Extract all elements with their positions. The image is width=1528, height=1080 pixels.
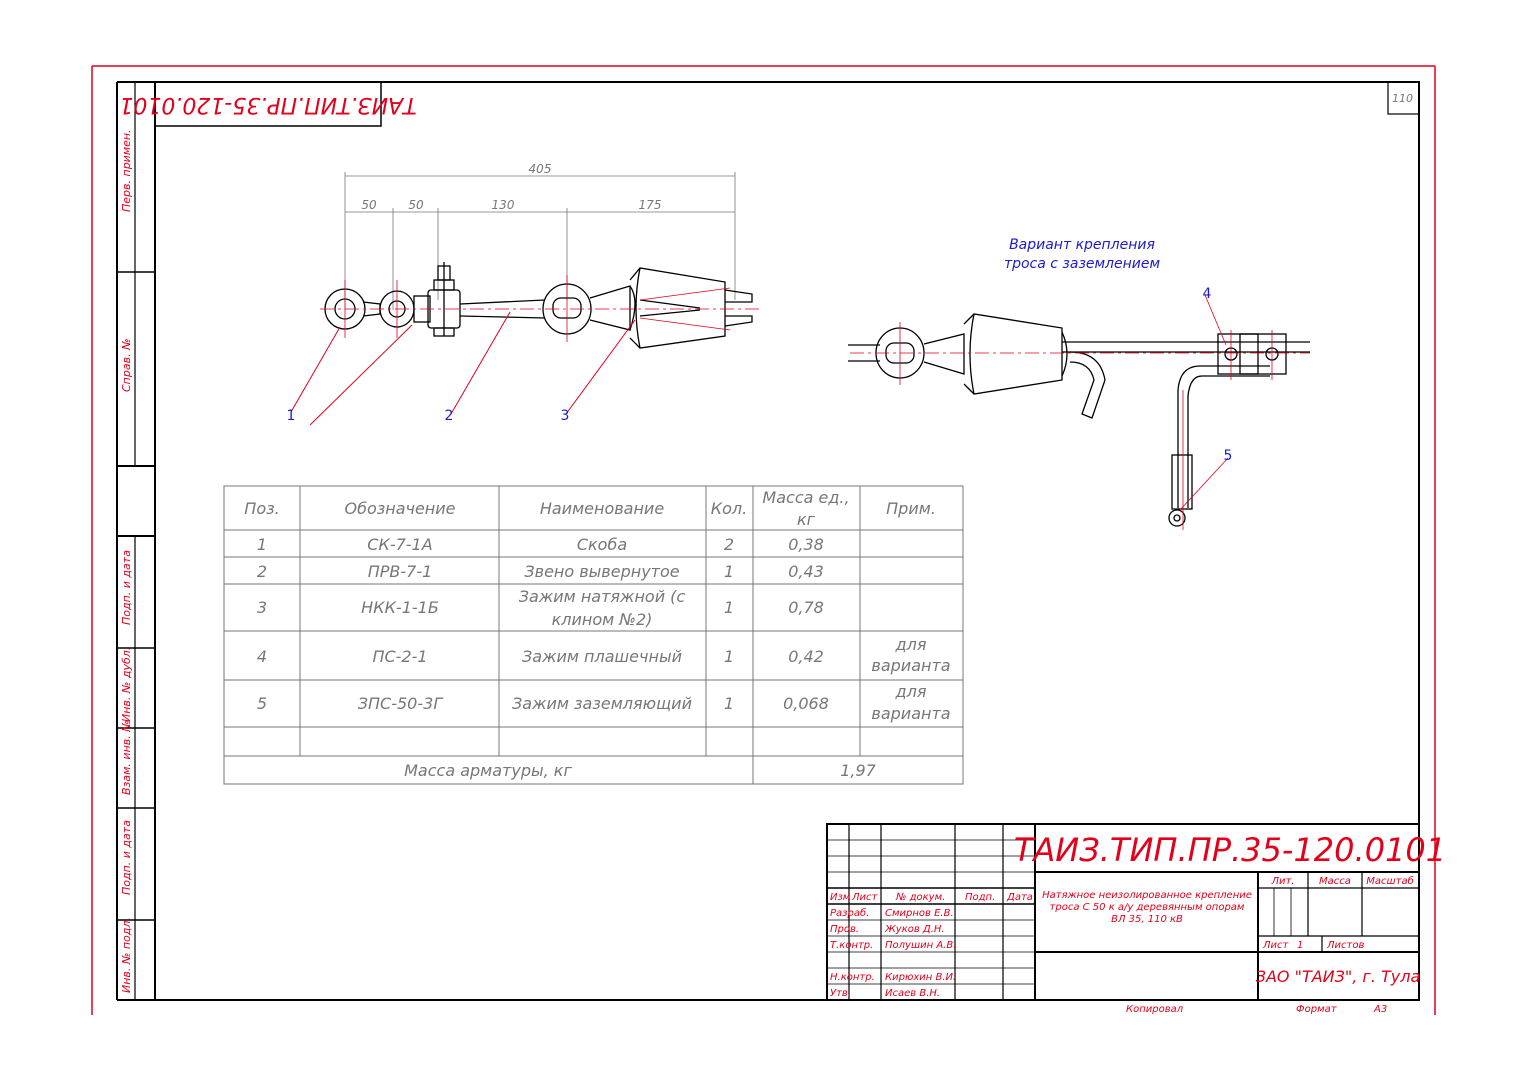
callout-5: 5 — [1223, 448, 1233, 464]
scale-label: Масштаб — [1366, 876, 1414, 887]
sheet-value: 1 — [1297, 940, 1304, 951]
name-tech-control: Полушин А.В. — [885, 940, 957, 951]
parts-table — [224, 486, 963, 784]
role-norm-control: Н.контр. — [830, 972, 875, 983]
rotated-code-box — [119, 82, 416, 126]
tension-clamp-part — [543, 268, 752, 348]
col-header-izm: Изм — [830, 892, 851, 903]
side-labels — [120, 129, 133, 993]
name-developer: Смирнов Е.В. — [885, 908, 954, 919]
role-checker: Пров. — [830, 924, 860, 935]
table-header-qty: Кол. — [710, 499, 748, 518]
name-approved: Исаев В.Н. — [885, 988, 941, 999]
copied-label: Копировал — [1126, 1004, 1184, 1015]
dim-50-a: 50 — [361, 198, 377, 212]
format-label: Формат — [1296, 1004, 1337, 1015]
table-row-5-note-2: варианта — [871, 704, 951, 723]
dim-130: 130 — [491, 198, 515, 212]
mass-label: Масса — [1319, 876, 1351, 887]
description-line-3: ВЛ 35, 110 кВ — [1111, 914, 1183, 925]
table-header-mass-2: кг — [796, 510, 816, 529]
table-header-designation: Обозначение — [344, 499, 456, 518]
table-row-5-designation: ЗПС-50-3Г — [357, 694, 443, 713]
table-row-1-designation: СК-7-1А — [367, 535, 433, 554]
title-code: ТАИЗ.ТИП.ПР.35-120.0101 — [1013, 831, 1447, 869]
table-total-value: 1,97 — [840, 761, 876, 780]
dimension-lines — [345, 172, 735, 310]
col-header-doc: № докум. — [896, 892, 946, 903]
callout-1: 1 — [286, 408, 296, 424]
table-row-1-qty: 2 — [723, 535, 735, 554]
table-row-2-pos: 2 — [256, 562, 268, 581]
link-part — [414, 262, 545, 336]
table-row-1-pos: 1 — [256, 535, 268, 554]
description-line-2: троса С 50 к а/у деревянным опорам — [1049, 902, 1245, 913]
table-row-5-pos: 5 — [256, 694, 268, 713]
side-label-inv-dubl: Инв. № дубл. — [120, 646, 133, 722]
role-tech-control: Т.контр. — [830, 940, 874, 951]
table-row-3-name-1: Зажим натяжной (с — [518, 587, 686, 606]
title-block — [827, 824, 1446, 1015]
table-row-1-mass: 0,38 — [788, 535, 824, 554]
name-checker: Жуков Д.Н. — [885, 924, 945, 935]
table-row-4-qty: 1 — [723, 647, 735, 666]
table-row-4-note-1: для — [895, 635, 927, 654]
table-row-4-designation: ПС-2-1 — [372, 647, 428, 666]
col-header-date: Дата — [1007, 892, 1033, 903]
lit-label: Лит. — [1271, 876, 1295, 887]
sheet-label: Лист — [1263, 940, 1289, 951]
side-label-inv-podl: Инв. № подл. — [120, 917, 133, 993]
rotated-code: ТАИЗ.ТИП.ПР.35-120.0101 — [119, 92, 417, 117]
table-row-5-name: Зажим заземляющий — [512, 694, 692, 713]
parts-table-grid — [224, 486, 963, 784]
format-value: А3 — [1374, 1004, 1388, 1015]
table-header-mass-1: Масса ед., — [762, 488, 850, 507]
callout-4: 4 — [1202, 286, 1212, 302]
table-row-5-mass: 0,068 — [783, 694, 829, 713]
dim-total: 405 — [528, 162, 552, 176]
table-row-5-qty: 1 — [723, 694, 735, 713]
variant-clamp — [848, 314, 1310, 526]
table-row-1-name: Скоба — [576, 535, 628, 554]
table-row-2-mass: 0,43 — [788, 562, 824, 581]
table-row-4-pos: 4 — [256, 647, 268, 666]
description-line-1: Натяжное неизолированное крепление — [1042, 890, 1252, 901]
col-header-list: Лист — [852, 892, 878, 903]
table-row-4-note-2: варианта — [871, 656, 951, 675]
table-row-4-name: Зажим плашечный — [522, 647, 682, 666]
table-row-2-designation: ПРВ-7-1 — [367, 562, 433, 581]
table-row-5-note-1: для — [895, 682, 927, 701]
side-label-perv-primen: Перв. примен. — [120, 129, 133, 212]
side-label-sprav: Справ. № — [120, 338, 133, 392]
table-header-pos: Поз. — [244, 499, 280, 518]
sheet-number: 110 — [1392, 92, 1413, 105]
table-row-3-qty: 1 — [723, 598, 735, 617]
table-row-3-designation: НКК-1-1Б — [361, 598, 439, 617]
side-label-vzam-inv: Взам. инв. № — [120, 720, 133, 795]
assembly-drawing — [287, 162, 760, 425]
table-header-name: Наименование — [539, 499, 665, 518]
table-row-2-name: Звено вывернутое — [524, 562, 680, 581]
company-name: ЗАО "ТАИЗ", г. Тула — [1255, 967, 1421, 986]
dim-175: 175 — [638, 198, 662, 212]
table-row-3-name-2: клином №2) — [551, 610, 653, 629]
callout-2: 2 — [444, 408, 454, 424]
variant-center-lines — [850, 295, 1310, 530]
table-header-note: Прим. — [886, 499, 936, 518]
variant-caption-line1: Вариант крепления — [1009, 237, 1155, 253]
callout-3: 3 — [560, 408, 570, 424]
sheet-number-box — [1388, 82, 1419, 114]
sheets-label: Листов — [1327, 940, 1365, 951]
col-header-sign: Подп. — [965, 892, 996, 903]
role-approved: Утв. — [830, 988, 851, 999]
dim-50-b: 50 — [408, 198, 424, 212]
role-developer: Разраб. — [830, 908, 870, 919]
table-row-3-mass: 0,78 — [788, 598, 824, 617]
table-row-2-qty: 1 — [723, 562, 735, 581]
table-total-label: Масса арматуры, кг — [404, 761, 572, 780]
table-row-4-mass: 0,42 — [788, 647, 824, 666]
side-label-podp-data-2: Подп. и дата — [120, 820, 133, 895]
variant-caption-line2: троса с заземлением — [1003, 256, 1161, 272]
name-norm-control: Кирюхин В.И. — [885, 972, 957, 983]
table-row-3-pos: 3 — [256, 598, 268, 617]
side-label-podp-data-1: Подп. и дата — [120, 550, 133, 625]
center-lines — [320, 275, 760, 342]
